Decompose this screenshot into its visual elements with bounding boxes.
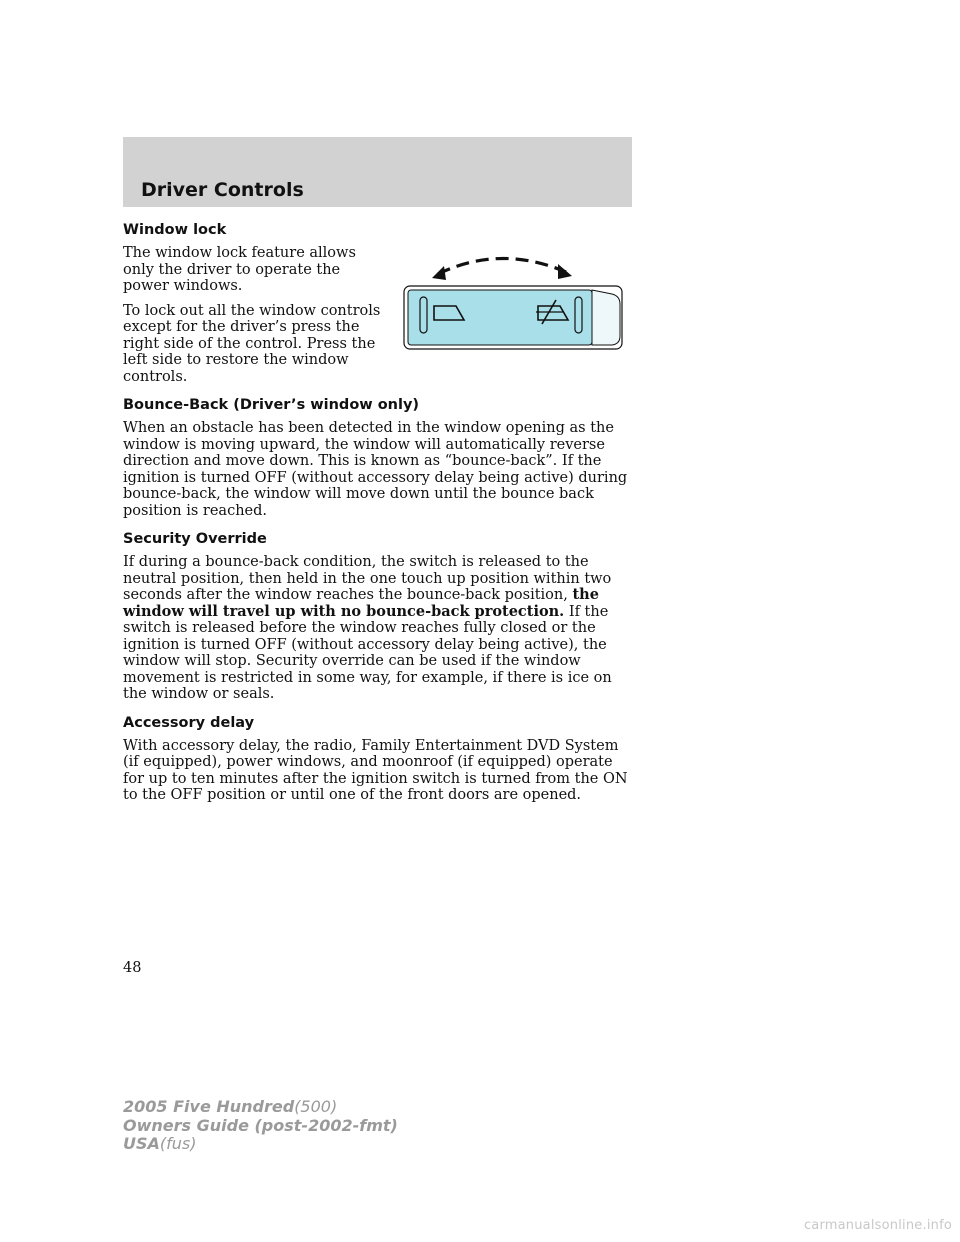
- footer-market-code: (fus): [159, 1134, 197, 1153]
- window-lock-paragraph-2: To lock out all the window controls except for the driver’s press the right side of the control. Press the left side to restore the window controls.: [123, 302, 381, 385]
- security-override-paragraph: [123, 554, 633, 703]
- window-lock-switch: [404, 286, 622, 349]
- document-footer-code: [123, 1098, 398, 1154]
- footer-line-2: [123, 1117, 398, 1136]
- footer-line-3: [123, 1135, 398, 1154]
- security-override-text-a: If during a bounce-back condition, the switch is released to the neutral position, then held in the one touch up position within two seconds after the window reaches the bounce-back position,: [123, 554, 612, 603]
- accessory-delay-paragraph: With accessory delay, the radio, Family Entertainment DVD System (if equipped), power windows, and moonroof (if equipped) operate for up to ten minutes after the ignition switch is turned from the ON to the OFF position or until one of the front doors are opened.: [123, 737, 628, 803]
- accessory-delay-heading: Accessory delay: [123, 714, 255, 731]
- footer-line-1: [123, 1098, 398, 1117]
- double-headed-dashed-arrow-icon: [432, 258, 572, 280]
- window-lock-switch-figure: [396, 252, 632, 352]
- security-override-heading: Security Override: [123, 531, 267, 547]
- footer-market: USA: [123, 1134, 160, 1153]
- security-override-bold-text: the window will travel up with no bounce-back protection.: [123, 586, 599, 620]
- site-watermark: carmanualsonline.info: [803, 1218, 952, 1233]
- page-number: 48: [123, 960, 142, 976]
- bounce-back-section: [123, 397, 633, 519]
- section-title: Driver Controls: [141, 179, 304, 201]
- bounce-back-heading: Bounce-Back (Driver’s window only): [123, 397, 420, 413]
- footer-model: 2005 Five Hundred: [123, 1097, 295, 1116]
- security-override-text-b: If the switch is released before the window reaches fully closed or the ignition is turned OFF (without accessory delay being active), the window will stop. Security override can be used if the window movement is restricted in some way, for example, if there is ice on the window or seals.: [123, 603, 612, 702]
- window-lock-heading: Window lock: [123, 222, 227, 238]
- footer-guide-type: Owners Guide (post-2002-fmt): [123, 1115, 398, 1135]
- accessory-delay-section: [123, 715, 633, 804]
- section-header-band: [123, 137, 632, 207]
- bounce-back-paragraph: When an obstacle has been detected in the window opening as the window is moving upward, the window will automatically reverse direction and move down. This is known as “bounce-back”. If the ignition is turned OFF (without accessory delay being active) during bounce-back, the window will move down until the bounce back position is reached.: [123, 420, 628, 519]
- security-override-section: [123, 531, 633, 703]
- footer-model-code: (500): [294, 1097, 338, 1116]
- window-lock-paragraph-1: The window lock feature allows only the driver to operate the power windows.: [123, 245, 356, 294]
- window-lock-text: [123, 245, 385, 385]
